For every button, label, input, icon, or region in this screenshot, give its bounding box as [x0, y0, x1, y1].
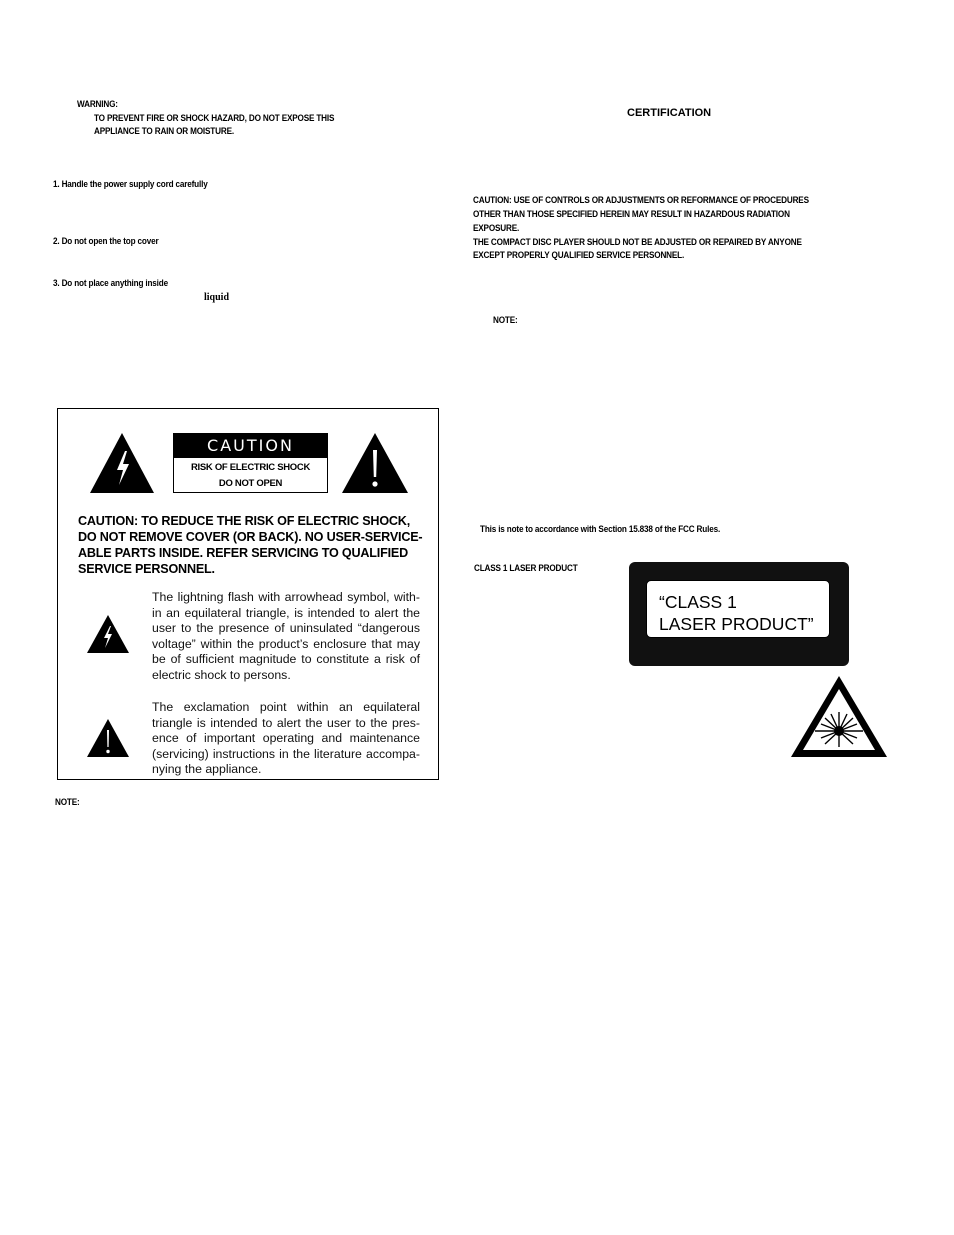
caution-line-3: EXPOSURE. [473, 223, 520, 234]
caution-line-2: OTHER THAN THOSE SPECIFIED HEREIN MAY RESULT IN HAZARDOUS RADIATION [473, 209, 790, 220]
laser-label-inner [646, 580, 830, 638]
laser-product-label [629, 562, 849, 666]
item-3: 3. Do not place anything inside [53, 278, 168, 289]
laser-hazard-icon [791, 676, 887, 757]
certification-heading: CERTIFICATION [627, 107, 712, 119]
warning-line-2: APPLIANCE TO RAIN OR MOISTURE. [94, 126, 234, 137]
warning-label: WARNING: [77, 99, 118, 110]
left-note-label: NOTE: [55, 797, 80, 808]
caution-sub-1: RISK OF ELECTRIC SHOCK [190, 462, 310, 473]
exclamation-small-icon [87, 719, 129, 757]
fcc-note: This is note to accordance with Section 15.838 of the FCC Rules. [480, 524, 721, 535]
laser-label-text: “CLASS 1 LASER PRODUCT” [659, 592, 814, 634]
right-note-label: NOTE: [493, 315, 518, 326]
item-2: 2. Do not open the top cover [53, 236, 159, 247]
caution-sub-2: DO NOT OPEN [218, 478, 283, 489]
caution-line-1: CAUTION: USE OF CONTROLS OR ADJUSTMENTS OR REFORMANCE OF PROCEDURES [473, 195, 809, 206]
exclamation-triangle-icon [342, 433, 408, 493]
caution-header: CAUTION [174, 434, 327, 458]
item-3-extra: liquid [204, 292, 230, 303]
item-1: 1. Handle the power supply cord carefully [53, 179, 208, 190]
lightning-description: The lightning flash with arrowhead symbol, with-in an equilateral triangle, is intended to alert the user to the presence of uninsulated “dangerous voltage” within the product’s enclosure that may be of sufficient magnitude to constitute a risk of electric shock to persons. [152, 590, 420, 682]
caution-main-text: CAUTION: TO REDUCE THE RISK OF ELECTRIC SHOCK, DO NOT REMOVE COVER (OR BACK). NO USER-SERVICE-ABLE PARTS INSIDE. REFER SERVICING TO QUALIFIED SERVICE PERSONNEL. [78, 514, 423, 576]
caution-line-5: EXCEPT PROPERLY QUALIFIED SERVICE PERSONNEL. [473, 250, 685, 261]
lightning-small-icon [87, 615, 129, 653]
exclamation-description: The exclamation point within an equilateral triangle is intended to alert the user to the pres-ence of important operating and maintenance (servicing) instructions in the literature accompa-nying the appliance. [152, 700, 420, 777]
caution-line-4: THE COMPACT DISC PLAYER SHOULD NOT BE ADJUSTED OR REPAIRED BY ANYONE [473, 237, 802, 248]
caution-label [173, 433, 328, 493]
warning-line-1: TO PREVENT FIRE OR SHOCK HAZARD, DO NOT EXPOSE THIS [94, 113, 335, 124]
caution-panel [57, 408, 439, 780]
class-1-label: CLASS 1 LASER PRODUCT [474, 563, 578, 574]
lightning-triangle-icon [90, 433, 154, 493]
